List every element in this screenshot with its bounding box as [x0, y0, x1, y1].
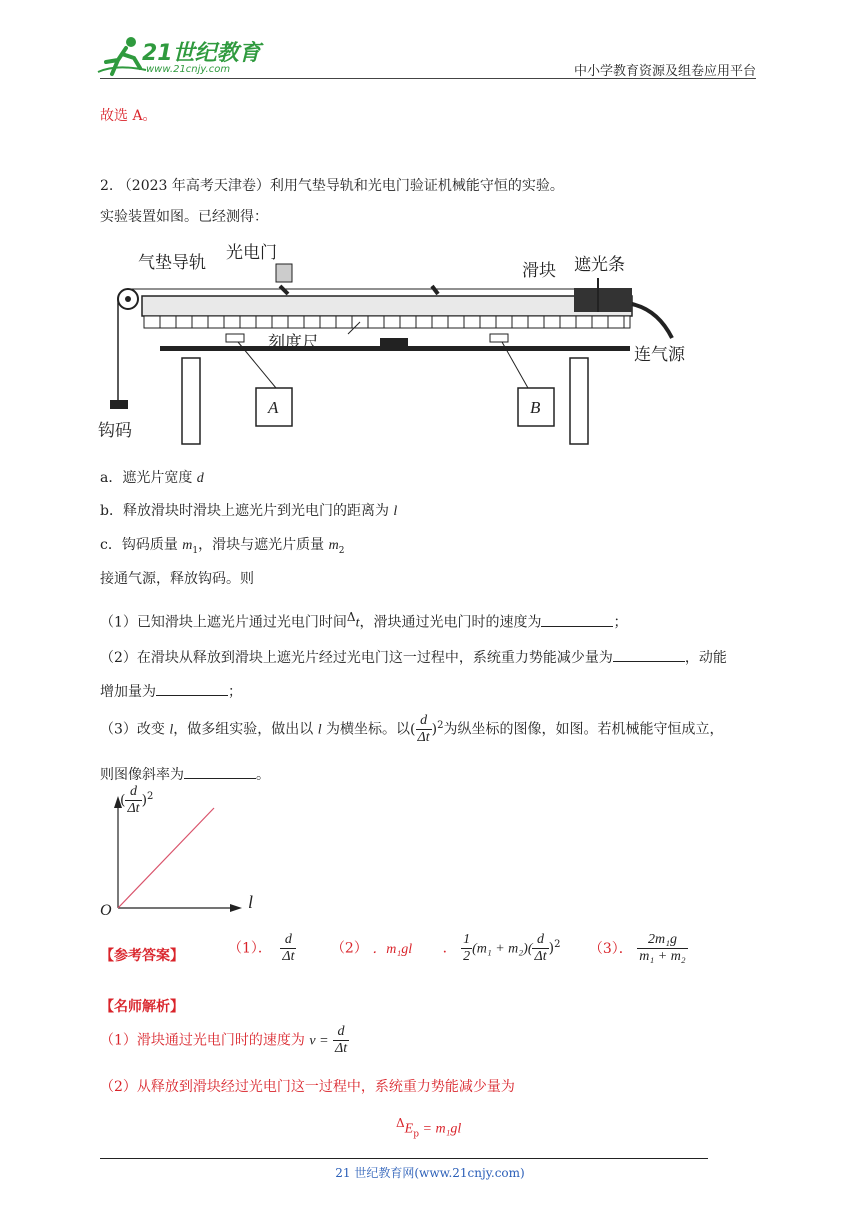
graph-data-line — [118, 808, 214, 908]
sub-question-2-cont: 增加量为 ； — [100, 684, 242, 700]
label-shade: 遮光条 — [574, 255, 625, 275]
question-title: 2. （2023 年高考天津卷）利用气垫导轨和光电门验证机械能守恒的实验。 — [100, 178, 564, 194]
label-photogate: 光电门 — [226, 243, 277, 263]
question-intro: 实验装置如图。已经测得： — [100, 209, 268, 225]
analysis-ep-eq: $^\Delta E_p = m_1gl$ — [396, 1116, 462, 1140]
footer-text: 21 世纪教育网(www.21cnjy.com) — [335, 1166, 525, 1180]
footer-rule — [100, 1158, 708, 1159]
analysis-line-1: （1）滑块通过光电门时的速度为 v = $\frac{d}{\Delta t}$ — [100, 1024, 348, 1056]
analysis-line-2: （2）从释放到滑块经过光电门这一过程中，系统重力势能减少量为 — [100, 1079, 515, 1095]
label-box-b: B — [530, 398, 541, 417]
apparatus-figure — [98, 238, 718, 448]
graph-x-label: l — [248, 892, 254, 912]
label-slider: 滑块 — [522, 261, 556, 281]
item-c: c．钩码质量 $m_1$，滑块与遮光片质量 $m_2$ — [100, 537, 345, 556]
header-right-text: 中小学教育资源及组卷应用平台 — [573, 64, 756, 79]
item-b: b．释放滑块时滑块上遮光片到光电门的距离为 l — [100, 503, 398, 519]
instruction: 接通气源，释放钩码。则 — [100, 571, 254, 587]
answer-line: （1）． $\frac{d}{\Delta t}$ （2） ．m₁gl ． $\frac{1}{2}$ (m₁ + m₂)( $\frac{d}{\Delta t}$ )$^2$ （3）． $\frac{\text{2m₁g}}{\text{m₁ + m₂}}$ — [228, 932, 686, 964]
label-box-a: A — [268, 398, 279, 417]
header-logo — [96, 34, 261, 80]
graph-y-label: ( $\frac{d}{\Delta t}$ )$^2$ — [120, 784, 154, 816]
graph-origin: O — [100, 902, 112, 919]
logo-url: www.21cnjy.com — [146, 64, 231, 75]
sub-question-3-cont: 则图像斜率为 。 — [100, 767, 270, 783]
logo-text: 21世纪教育 — [142, 41, 261, 66]
graph-figure — [96, 784, 266, 918]
label-ruler: 刻度尺 — [268, 333, 319, 353]
label-weight: 钩码 — [98, 421, 132, 441]
label-air-track: 气垫导轨 — [138, 253, 206, 273]
header-rule — [100, 78, 756, 79]
sub-question-3: （3）改变 l，做多组实验，做出以 l 为横坐标。以( $\frac{d}{\Delta t}$ )$^2$为纵坐标的图像，如图。若机械能守恒成立， — [100, 713, 724, 745]
label-air-source: 连气源 — [634, 345, 685, 365]
item-a: a．遮光片宽度 d — [100, 470, 204, 486]
sub-question-2: （2）在滑块从释放到滑块上遮光片经过光电门这一过程中，系统重力势能减少量为 ，动能 — [100, 650, 727, 666]
prev-answer: 故选 A。 — [100, 108, 157, 124]
answer-label: 【参考答案】 — [100, 948, 184, 964]
sub-question-1: （1）已知滑块上遮光片通过光电门时间$^\Delta$t，滑块通过光电门时的速度为 ； — [100, 610, 628, 631]
analysis-label: 【名师解析】 — [100, 999, 184, 1015]
